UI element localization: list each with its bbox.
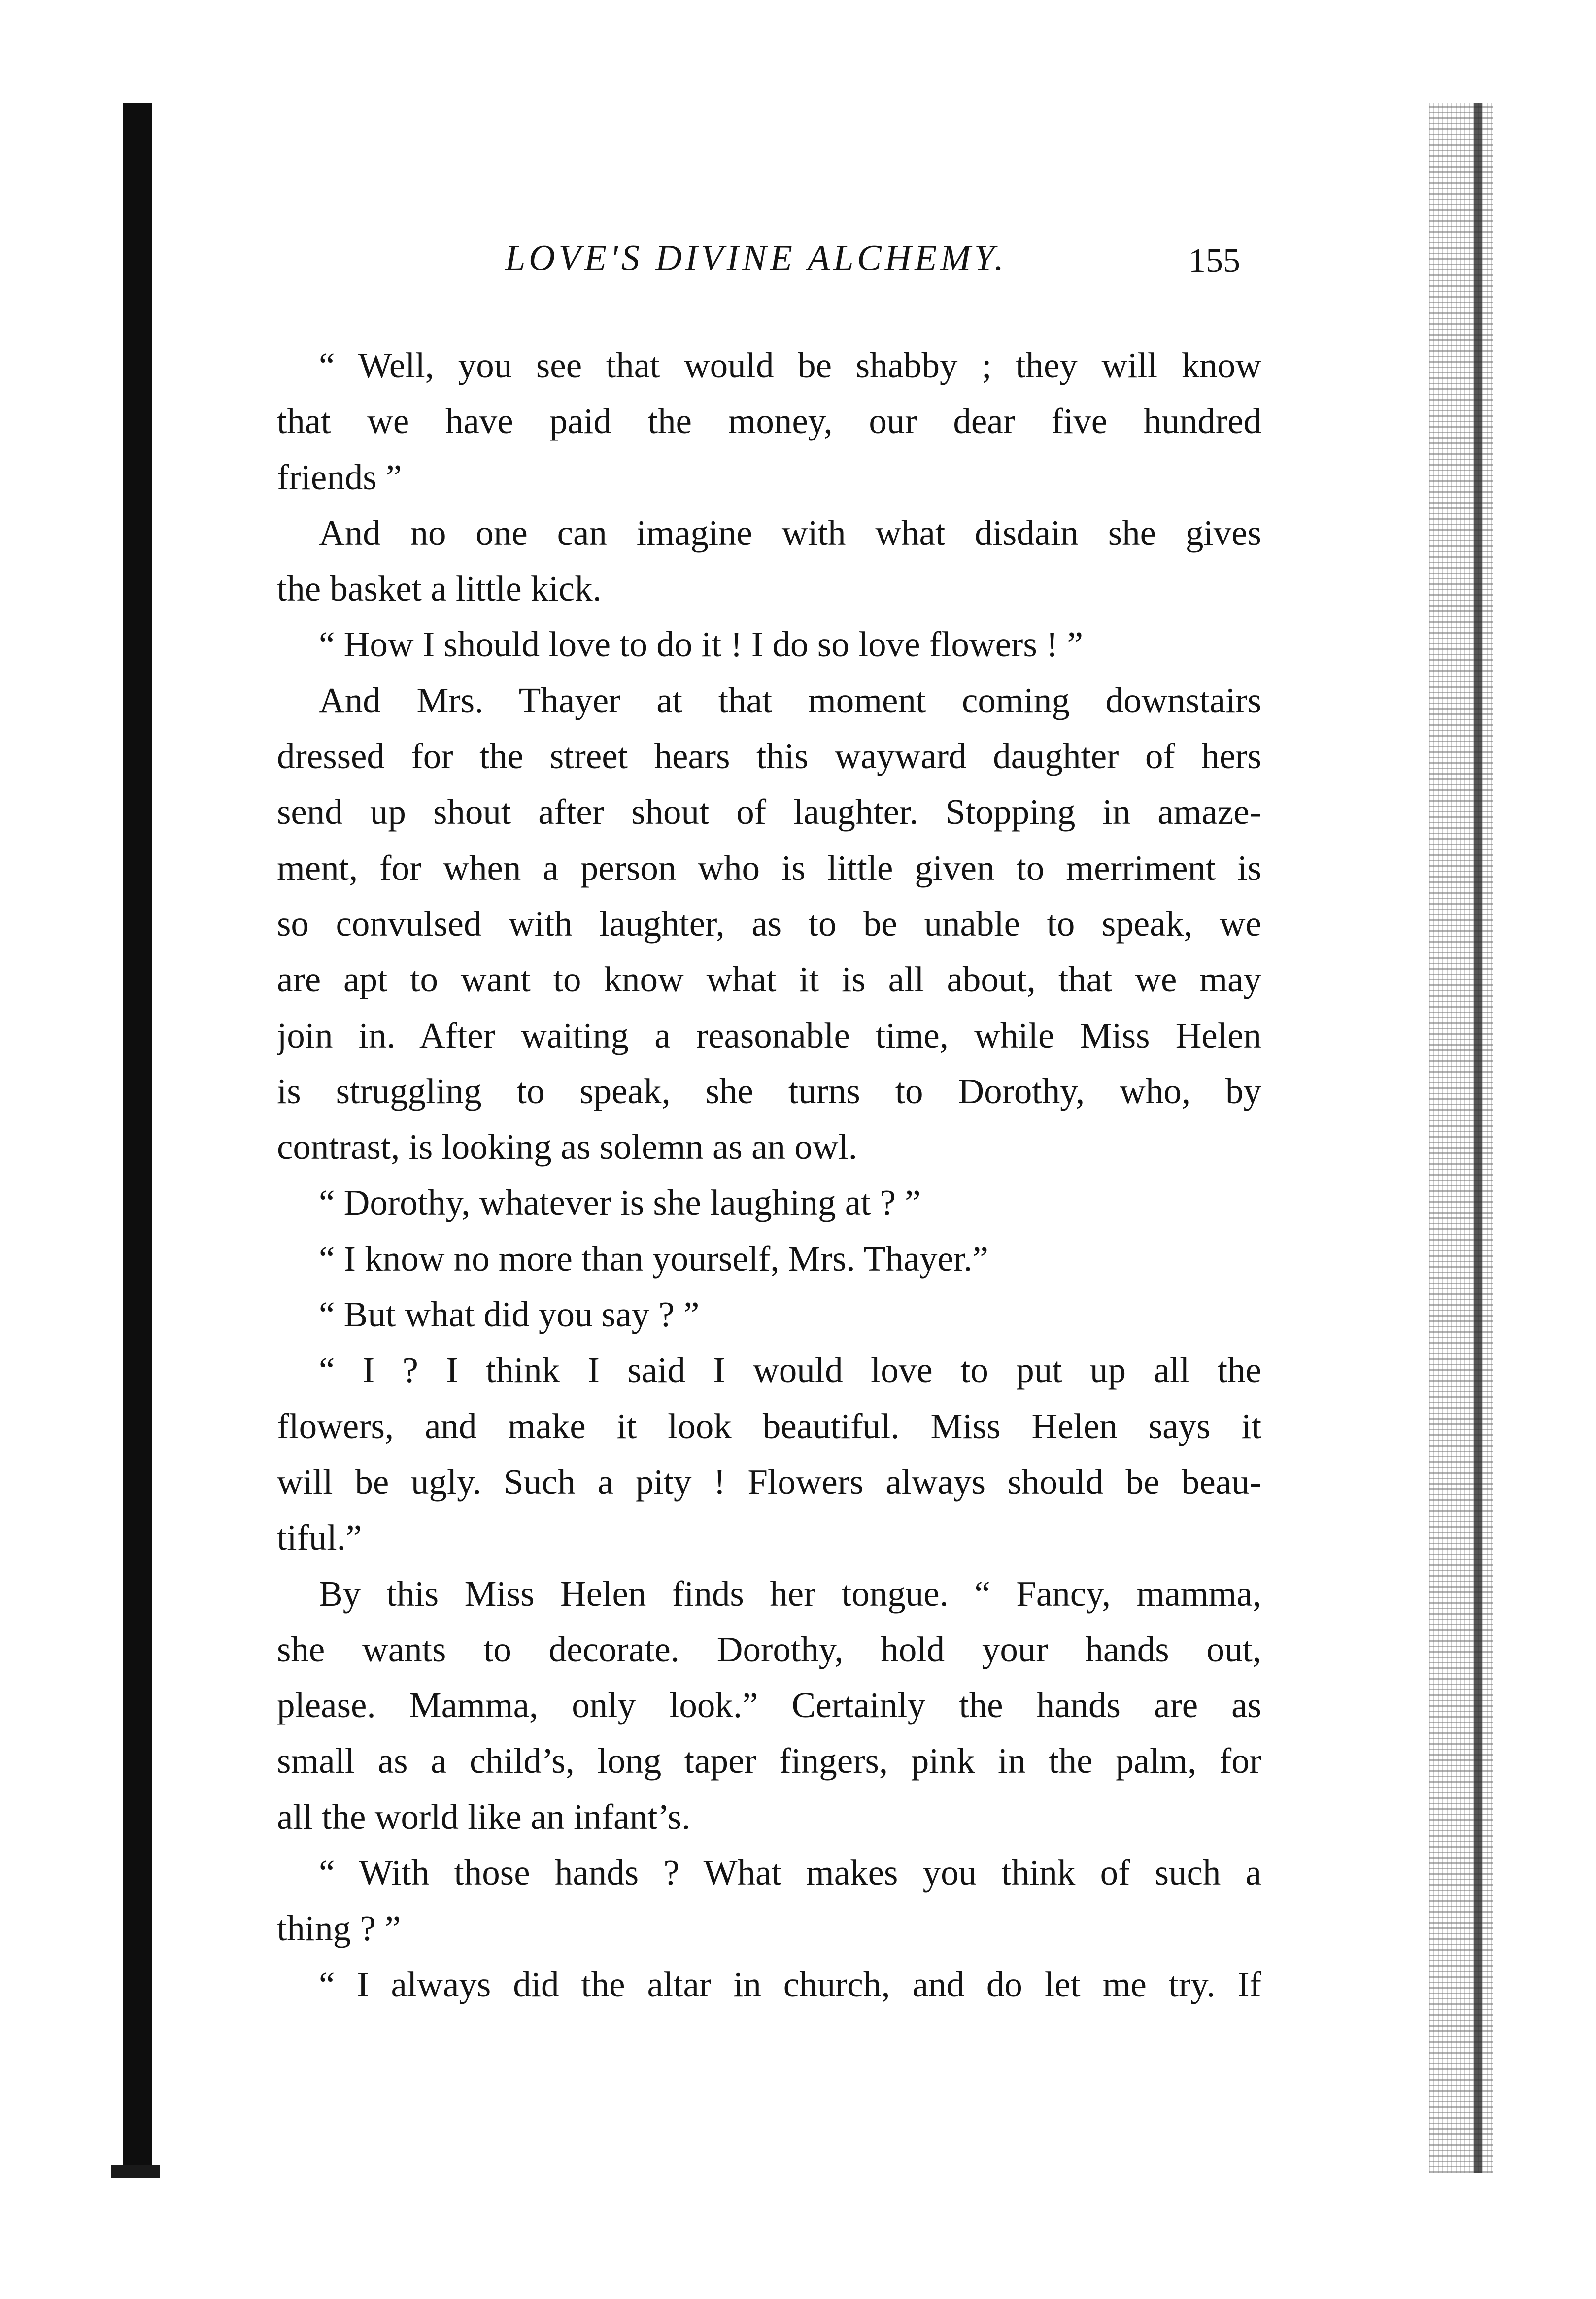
page-number: 155 bbox=[1189, 242, 1240, 280]
binding-shadow bbox=[123, 103, 152, 2178]
text-line: small as a child’s, long taper fingers, pink in the palm, for bbox=[277, 1741, 1261, 1781]
text-line: the basket a little kick. bbox=[277, 569, 602, 609]
text-line: please. Mamma, only look.” Certainly the hands are as bbox=[277, 1685, 1261, 1725]
text-line: “ Dorothy, whatever is she laughing at ? ” bbox=[319, 1183, 921, 1223]
text-line: contrast, is looking as solemn as an owl. bbox=[277, 1127, 857, 1167]
text-line: “ I know no more than yourself, Mrs. Thayer.” bbox=[319, 1238, 988, 1279]
text-line: that we have paid the money, our dear five hundred bbox=[277, 401, 1261, 441]
body-text bbox=[277, 338, 1261, 2012]
text-line: tiful.” bbox=[277, 1518, 362, 1558]
text-line: dressed for the street hears this wayward daughter of hers bbox=[277, 736, 1261, 777]
text-line: ment, for when a person who is little given to merriment is bbox=[277, 847, 1261, 888]
text-line: will be ugly. Such a pity ! Flowers always should be beau- bbox=[277, 1461, 1261, 1502]
binding-shadow-foot bbox=[111, 2165, 160, 2178]
running-title: LOVE'S DIVINE ALCHEMY. bbox=[505, 238, 1007, 278]
text-line: “ I ? I think I said I would love to put up all the bbox=[319, 1350, 1261, 1390]
text-line: she wants to decorate. Dorothy, hold your hands out, bbox=[277, 1629, 1261, 1669]
text-line: send up shout after shout of laughter. Stopping in amaze- bbox=[277, 792, 1261, 832]
text-line: so convulsed with laughter, as to be unable to speak, we bbox=[277, 903, 1261, 944]
text-line: is struggling to speak, she turns to Dorothy, who, by bbox=[277, 1071, 1261, 1111]
text-line: “ With those hands ? What makes you think of such a bbox=[319, 1853, 1261, 1893]
text-line: join in. After waiting a reasonable time, while Miss Helen bbox=[277, 1015, 1261, 1055]
text-line: thing ? ” bbox=[277, 1908, 401, 1949]
page-edge-scan-noise bbox=[1429, 103, 1493, 2173]
text-line: friends ” bbox=[277, 457, 402, 497]
text-line: By this Miss Helen finds her tongue. “ Fancy, mamma, bbox=[319, 1573, 1261, 1614]
text-line: all the world like an infant’s. bbox=[277, 1796, 691, 1837]
text-line: And Mrs. Thayer at that moment coming downstairs bbox=[319, 680, 1261, 720]
page-edge-shadow bbox=[1474, 103, 1482, 2173]
text-line: And no one can imagine with what disdain she gives bbox=[319, 512, 1261, 553]
text-line: “ I always did the altar in church, and do let me try. If bbox=[319, 1964, 1261, 2004]
text-line: “ Well, you see that would be shabby ; they will know bbox=[319, 345, 1261, 385]
text-line: flowers, and make it look beautiful. Miss Helen says it bbox=[277, 1406, 1261, 1446]
text-line: “ But what did you say ? ” bbox=[319, 1294, 700, 1335]
text-line: “ How I should love to do it ! I do so love flowers ! ” bbox=[319, 624, 1083, 665]
text-line: are apt to want to know what it is all about, that we may bbox=[277, 959, 1261, 1000]
